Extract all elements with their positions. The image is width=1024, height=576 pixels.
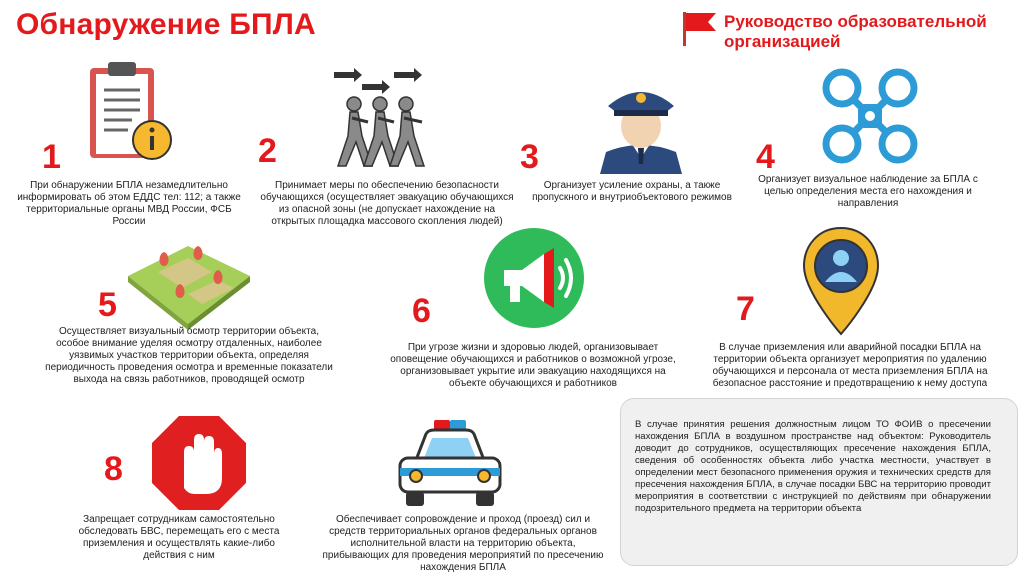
flag-icon [680,10,720,48]
step-number: 6 [412,292,431,330]
police-car-icon [394,416,506,510]
note-box [620,398,1018,566]
step-text: В случае приземления или аварийной посадки БПЛА на территории объекта организует мероприятия по удалению обучающихся и персонала от места приземления БПЛА на безопасное расстояние и предотвращению к нему доступа [712,342,988,389]
escort-text: Обеспечивает сопровождение и проход (проезд) сил и средств территориальных органов федеральных органов исполнительной власти на территорию объекта, прибывающих для проведения мероприятий по пресечению нахождения БПЛА [322,514,604,573]
step-text: Запрещает сотрудникам самостоятельно обследовать БВС, перемещать его с места приземления и осуществлять какие-либо действия с ним [78,514,280,561]
police-officer-icon [594,78,688,174]
stop-hand-icon [150,414,248,512]
running-people-icon [328,66,430,172]
step-number: 1 [42,138,61,176]
clipboard-info-icon [84,58,176,166]
step-text: При обнаружении БПЛА незамедлительно информировать об этом ЕДДС тел: 112; а также территориальные органы МВД России, ФСБ России [17,180,241,227]
note-text: В случае принятия решения должностным лицом ТО ФОИВ о пресечении нахождения БПЛА в воздушном пространстве над объектом: Руководитель доводит до сотрудников, осуществляющих пресечение нахождения БПЛА, сведения об особенностях объекта либо участка местности, участвует в определении мест безопасного применения оружия и технических средств для пресечения нахождения БПЛА, в случае посадки БВС на территорию проводит мероприятия в соответствии с инструкцией по действиям при обнаружении подозрительного предмета на территории объекта [635,419,991,514]
step-text: При угрозе жизни и здоровью людей, организовывает оповещение обучающихся и работников о возможной угрозе, организовывает укрытие или эвакуацию находящихся на объекте обучающихся и работников [390,342,676,389]
map-pins-icon [118,232,258,332]
step-number: 5 [98,286,117,324]
location-person-icon [800,226,882,336]
step-number: 3 [520,138,539,176]
page-title: Обнаружение БПЛА [16,8,316,41]
org-title: Руководство образовательной организацией [724,12,987,51]
megaphone-icon [482,226,586,330]
step-text: Осуществляет визуальный осмотр территории объекта, особое внимание уделяя осмотру отдаленных, наиболее уязвимых участков территории объекта, определяя периодичность проведения осмотра и временные показатели выхода на связь работников, проводящей осмотр [45,326,333,385]
step-number: 8 [104,450,123,488]
step-text: Организует усиление охраны, а также пропускного и внутриобъектового режимов [532,180,732,203]
step-text: Организует визуальное наблюдение за БПЛА с целью определения места его нахождения и направления [758,174,978,209]
step-number: 7 [736,290,755,328]
step-number: 4 [756,138,775,176]
step-number: 2 [258,132,277,170]
step-text: Принимает меры по обеспечению безопасности обучающихся (осуществляет эвакуацию обучающихся из опасной зоны (не допускает нахождение на открытых площадка массового скопления людей) [260,180,514,227]
drone-icon [820,66,920,166]
